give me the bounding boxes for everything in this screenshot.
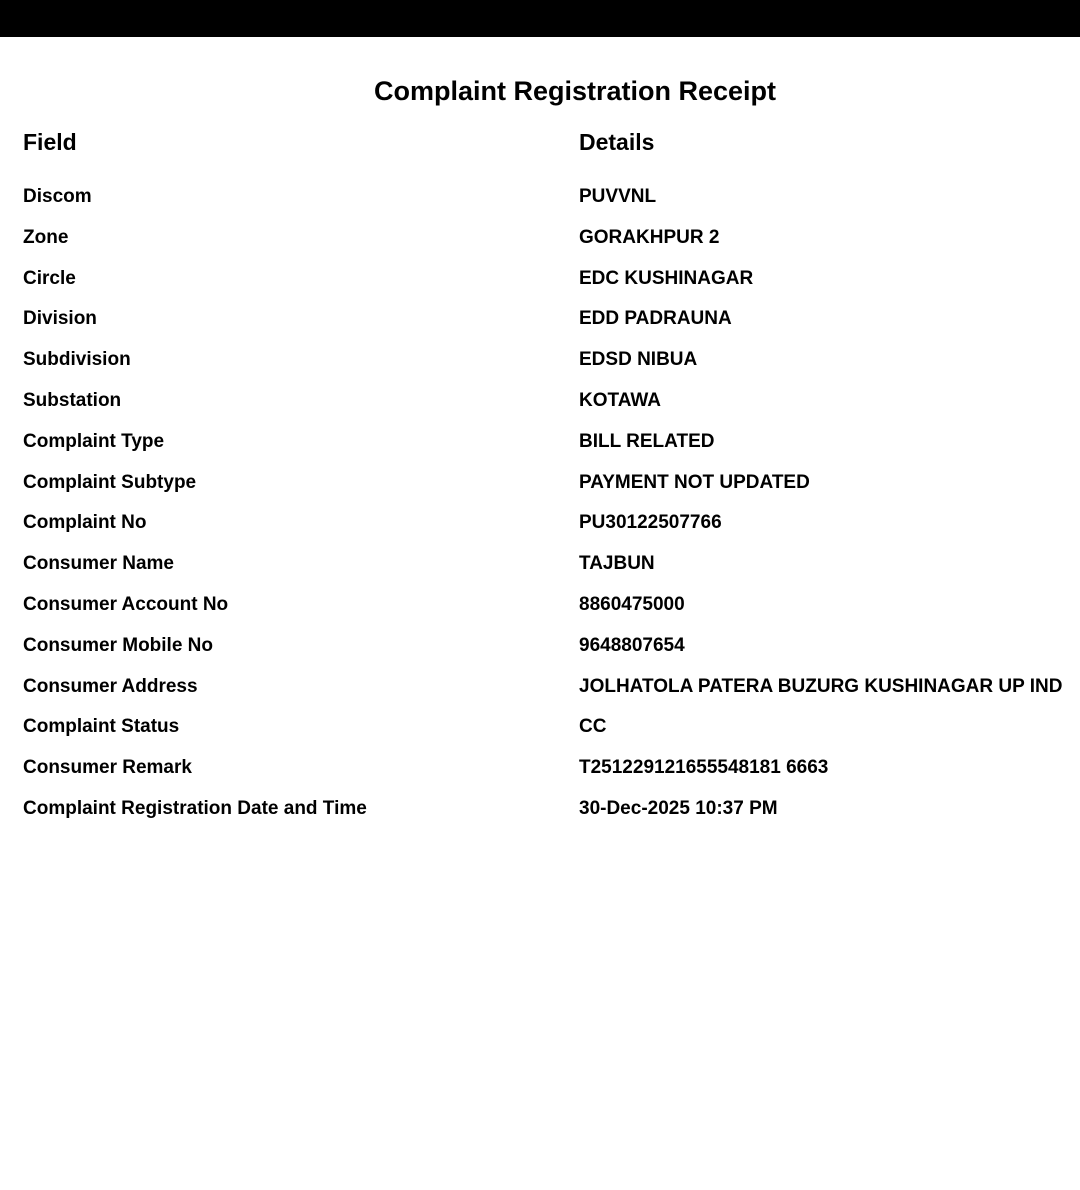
table-row	[23, 177, 1080, 218]
field-value: KOTAWA	[579, 389, 661, 411]
table-row	[23, 340, 1080, 381]
field-value: PU30122507766	[579, 512, 722, 534]
receipt-title: Complaint Registration Receipt	[373, 76, 777, 106]
field-label: Zone	[23, 226, 69, 248]
table-row	[23, 585, 1080, 626]
field-value: EDC KUSHINAGAR	[579, 267, 754, 289]
field-value: TAJBUN	[579, 553, 655, 575]
table-row	[23, 381, 1080, 422]
table-row	[23, 667, 1080, 708]
field-label: Complaint Type	[23, 430, 165, 452]
top-status-bar	[0, 0, 1080, 37]
table-row	[23, 503, 1080, 544]
table-row	[23, 544, 1080, 585]
field-label: Complaint Subtype	[23, 471, 197, 493]
field-label: Substation	[23, 389, 122, 411]
table-row	[23, 259, 1080, 300]
field-value: 9648807654	[579, 634, 685, 656]
field-label: Complaint No	[23, 512, 147, 534]
field-value: EDSD NIBUA	[579, 349, 698, 371]
field-column-header: Field	[23, 129, 77, 155]
field-value: EDD PADRAUNA	[579, 308, 732, 330]
field-label: Circle	[23, 267, 76, 289]
field-label: Consumer Name	[23, 553, 174, 575]
field-value: BILL RELATED	[579, 430, 715, 452]
field-value: T251229121655548181 6663	[579, 757, 829, 779]
receipt-page	[0, 37, 1080, 1190]
table-row	[23, 422, 1080, 463]
table-header-row	[23, 125, 1080, 177]
field-value: GORAKHPUR 2	[579, 226, 720, 248]
field-value: JOLHATOLA PATERA BUZURG KUSHINAGAR UP IND	[579, 675, 1063, 697]
field-value: CC	[579, 716, 607, 738]
receipt-table	[23, 125, 1080, 830]
field-label: Division	[23, 308, 97, 330]
field-value: 30-Dec-2025 10:37 PM	[579, 797, 778, 819]
table-row	[23, 463, 1080, 504]
field-label: Consumer Address	[23, 675, 198, 697]
field-label: Complaint Status	[23, 716, 180, 738]
field-label: Consumer Remark	[23, 757, 192, 779]
field-value: PAYMENT NOT UPDATED	[579, 471, 810, 493]
field-label: Complaint Registration Date and Time	[23, 797, 367, 819]
field-value: PUVVNL	[579, 186, 657, 207]
table-row	[23, 218, 1080, 259]
table-row	[23, 707, 1080, 748]
field-label: Discom	[23, 186, 92, 207]
details-column-header: Details	[579, 129, 655, 155]
table-row	[23, 789, 1080, 830]
table-row	[23, 748, 1080, 789]
field-label: Consumer Mobile No	[23, 634, 214, 656]
field-value: 8860475000	[579, 593, 685, 615]
field-label: Consumer Account No	[23, 593, 229, 615]
table-row	[23, 626, 1080, 667]
table-row	[23, 299, 1080, 340]
field-label: Subdivision	[23, 349, 131, 371]
